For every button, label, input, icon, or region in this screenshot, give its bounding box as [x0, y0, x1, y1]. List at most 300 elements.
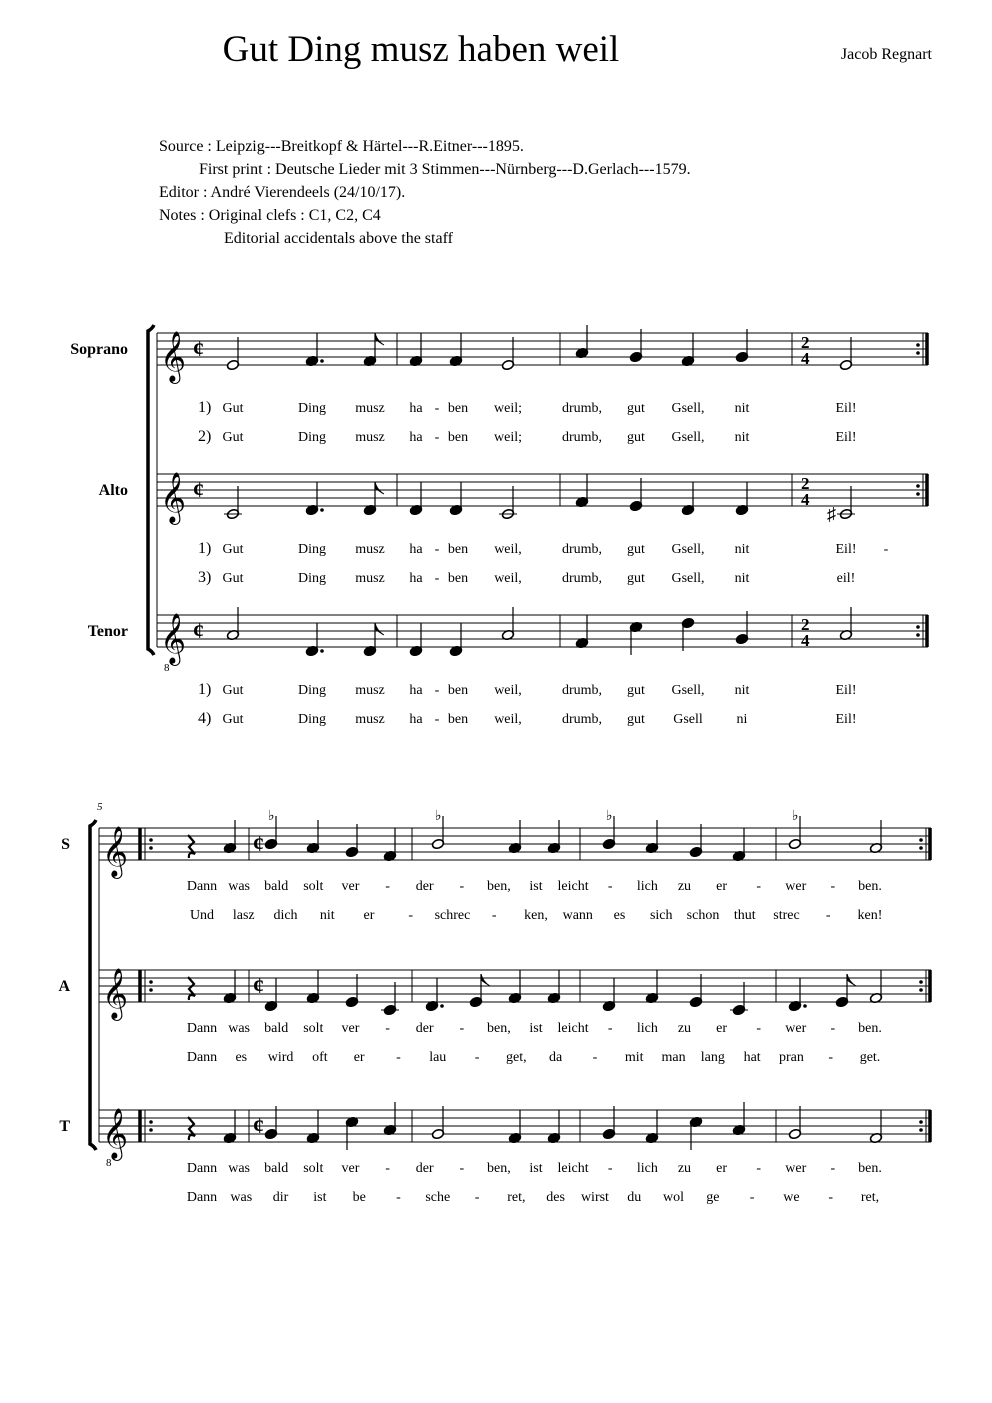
lyric-syllable: leicht: [557, 1021, 589, 1036]
lyric-syllable: -: [828, 1050, 834, 1065]
treble-clef-icon: 𝄞: [102, 1109, 129, 1158]
lyric-syllable: -: [825, 908, 831, 923]
note: [735, 329, 748, 363]
lyric-syllable: Und: [189, 908, 215, 923]
time-sig-numerator: 2: [801, 615, 810, 634]
lyric-syllable: lang: [700, 1050, 725, 1065]
lyric-syllable: dich: [273, 908, 298, 923]
common-time-signature: ¢: [193, 618, 204, 643]
lyric-syllable: gut: [627, 401, 645, 416]
lyric-syllable: ret,: [507, 1190, 526, 1205]
lyric-syllable: ben: [447, 542, 469, 557]
note: [449, 623, 462, 657]
lyric-syllable: weil;: [494, 430, 522, 445]
note: [306, 970, 319, 1004]
lyric-syllable: nit: [734, 401, 750, 416]
lyric-syllable: weil,: [494, 712, 522, 727]
octave-marker: 8: [164, 662, 170, 674]
lyric-syllable: gut: [627, 712, 645, 727]
lyric-syllable: -: [434, 571, 440, 586]
note: [226, 337, 239, 371]
repeat-dot: [149, 980, 153, 984]
note: [645, 820, 658, 854]
lyric-syllable: lasz: [232, 908, 255, 923]
lyric-syllable: solt: [303, 1021, 324, 1036]
lyric-syllable: wer: [785, 1161, 807, 1176]
note: [363, 333, 384, 367]
lyric-syllable: was: [228, 879, 251, 894]
quarter-rest: [188, 835, 195, 858]
lyric-syllable: -: [434, 401, 440, 416]
lyric-syllable: -: [883, 542, 889, 557]
repeat-dot: [149, 1120, 153, 1124]
lyric-syllable: ver: [341, 1021, 360, 1036]
lyric-syllable: dir: [272, 1190, 289, 1205]
note: [508, 820, 521, 854]
lyric-syllable: ben.: [858, 1021, 882, 1036]
lyric-syllable: drumb,: [561, 683, 603, 698]
editorial-flat: ♭: [606, 809, 613, 824]
lyric-syllable: man: [661, 1050, 686, 1065]
repeat-dot: [919, 846, 923, 850]
lyric-syllable: gut: [627, 430, 645, 445]
lyric-syllable: Gut: [222, 542, 244, 557]
time-sig-denominator: 4: [801, 631, 810, 650]
note: [735, 611, 748, 645]
note: [508, 1110, 521, 1144]
lyric-syllable: was: [228, 1161, 251, 1176]
repeat-dot: [919, 980, 923, 984]
note: [501, 337, 514, 371]
lyric-syllable: er: [716, 879, 728, 894]
lyric-syllable: ha: [409, 683, 423, 698]
note: [788, 1106, 801, 1140]
lyric-syllable: Eil!: [835, 401, 857, 416]
treble-clef-icon: 𝄞: [102, 969, 129, 1018]
lyric-syllable: Gut: [222, 712, 244, 727]
lyric-syllable: musz: [355, 571, 385, 586]
lyric-syllable: nit: [734, 542, 750, 557]
common-time-signature: ¢: [253, 973, 264, 998]
note: [425, 978, 443, 1012]
note: [575, 615, 588, 649]
note: [383, 1102, 396, 1136]
lyric-syllable: -: [408, 908, 414, 923]
note: [264, 978, 277, 1012]
time-sig-numerator: 2: [801, 474, 810, 493]
lyric-syllable: -: [828, 1190, 834, 1205]
note: [839, 337, 852, 371]
lyric-syllable: -: [592, 1050, 598, 1065]
lyric-syllable: hat: [743, 1050, 761, 1065]
note: [363, 482, 384, 516]
lyric-syllable: -: [607, 1161, 613, 1176]
lyric-syllable: ben: [447, 401, 469, 416]
lyric-syllable: -: [607, 879, 613, 894]
note: [345, 824, 358, 858]
editorial-flat: ♭: [268, 809, 275, 824]
lyric-syllable: gut: [627, 683, 645, 698]
editorial-flat: ♭: [435, 809, 442, 824]
note: [629, 621, 642, 655]
lyric-syllable: ben.: [858, 1161, 882, 1176]
note: [381, 982, 399, 1016]
lyric-syllable: Gsell,: [671, 401, 705, 416]
lyric-syllable: be: [352, 1190, 366, 1205]
lyric-syllable: bald: [264, 1021, 289, 1036]
note: [869, 820, 882, 854]
repeat-dot: [916, 625, 920, 629]
quarter-rest: [188, 1117, 195, 1140]
notes-line: Notes : Original clefs : C1, C2, C4: [159, 207, 381, 224]
note-dot: [803, 1004, 807, 1008]
note: [602, 978, 615, 1012]
lyric-syllable: zu: [677, 879, 692, 894]
lyric-syllable: ver: [341, 879, 360, 894]
lyric-syllable: nit: [319, 908, 335, 923]
lyric-syllable: -: [491, 908, 497, 923]
verse-number: 3): [198, 569, 212, 586]
verse-number: 2): [198, 428, 212, 445]
note: [735, 482, 748, 516]
note-flag: [375, 333, 384, 345]
lyric-syllable: nit: [734, 430, 750, 445]
lyric-syllable: ret,: [860, 1190, 880, 1205]
staff-label: Alto: [98, 482, 128, 499]
lyric-syllable: Gut: [222, 401, 244, 416]
lyric-syllable: -: [396, 1190, 401, 1205]
lyric-syllable: musz: [355, 401, 385, 416]
lyric-syllable: nit: [734, 571, 750, 586]
lyric-syllable: er: [716, 1161, 728, 1176]
lyric-syllable: strec: [773, 908, 800, 923]
note: [730, 982, 748, 1016]
note: [223, 970, 236, 1004]
lyric-syllable: ben: [447, 683, 469, 698]
lyric-syllable: Dann: [186, 1050, 218, 1065]
lyric-syllable: Eil!: [835, 430, 857, 445]
repeat-dot: [919, 1128, 923, 1132]
lyric-syllable: da: [549, 1050, 563, 1065]
lyric-syllable: ha: [409, 542, 423, 557]
lyric-syllable: lich: [636, 1161, 658, 1176]
lyric-syllable: lau: [429, 1050, 447, 1065]
note: [629, 329, 642, 363]
note: [869, 970, 882, 1004]
lyric-syllable: was: [230, 1190, 253, 1205]
lyric-syllable: Ding: [298, 430, 326, 445]
note: [383, 828, 396, 862]
note-dot: [320, 359, 324, 363]
quarter-rest: [188, 977, 195, 1000]
lyric-syllable: ha: [409, 401, 423, 416]
lyric-syllable: ben: [447, 712, 469, 727]
note: [839, 607, 852, 641]
note: [681, 333, 694, 367]
lyric-syllable: -: [385, 1161, 390, 1176]
note: [869, 1110, 882, 1144]
lyric-syllable: Eil!: [835, 683, 857, 698]
lyric-syllable: -: [756, 879, 762, 894]
lyric-syllable: -: [830, 1021, 836, 1036]
common-time-signature: ¢: [193, 477, 204, 502]
lyric-syllable: -: [474, 1050, 480, 1065]
lyric-syllable: des: [546, 1190, 565, 1205]
lyric-syllable: -: [434, 683, 440, 698]
lyric-syllable: Gut: [222, 571, 244, 586]
note: [681, 617, 694, 651]
note: [689, 1116, 702, 1150]
verse-number: 1): [198, 399, 212, 416]
lyric-syllable: ha: [409, 571, 423, 586]
note: [835, 974, 856, 1008]
treble-clef-icon: 𝄞: [102, 827, 129, 876]
lyric-syllable: bald: [264, 1161, 289, 1176]
lyric-syllable: schrec: [434, 908, 471, 923]
lyric-syllable: er: [363, 908, 375, 923]
lyric-syllable: -: [749, 1190, 755, 1205]
time-sig-denominator: 4: [801, 490, 810, 509]
note: [837, 486, 855, 520]
note: [345, 974, 358, 1008]
repeat-dot: [916, 633, 920, 637]
lyric-syllable: -: [607, 1021, 613, 1036]
note: [469, 974, 490, 1008]
lyric-syllable: wirst: [580, 1190, 609, 1205]
repeat-dot: [919, 838, 923, 842]
system-bracket: [90, 820, 96, 1150]
lyric-syllable: ist: [529, 1161, 543, 1176]
note: [305, 333, 323, 367]
note: [547, 970, 560, 1004]
note: [305, 482, 323, 516]
note: [547, 1110, 560, 1144]
lyric-syllable: wird: [267, 1050, 294, 1065]
repeat-dot: [919, 1120, 923, 1124]
lyric-syllable: weil;: [494, 401, 522, 416]
lyric-syllable: Ding: [298, 683, 326, 698]
octave-marker: 8: [106, 1157, 112, 1169]
lyric-syllable: wer: [785, 1021, 807, 1036]
editorial-flat: ♭: [792, 809, 799, 824]
common-time-signature: ¢: [253, 831, 264, 856]
note: [306, 820, 319, 854]
source-line: Source : Leipzig---Breitkopf & Härtel---R.Eitner---1895.: [159, 138, 524, 155]
lyric-syllable: -: [756, 1161, 762, 1176]
staff-label: Soprano: [70, 341, 128, 358]
note-dot: [320, 649, 324, 653]
lyric-syllable: Gsell,: [671, 430, 705, 445]
note: [449, 333, 462, 367]
lyric-syllable: nit: [734, 683, 750, 698]
lyric-syllable: Dann: [186, 879, 218, 894]
lyric-syllable: oft: [312, 1050, 328, 1065]
lyric-syllable: Dann: [186, 1161, 218, 1176]
note: [629, 478, 642, 512]
note: [575, 474, 588, 508]
lyric-syllable: zu: [677, 1021, 692, 1036]
repeat-dot: [916, 484, 920, 488]
lyric-syllable: lich: [636, 879, 658, 894]
repeat-dot: [149, 988, 153, 992]
lyric-syllable: -: [434, 542, 440, 557]
note: [345, 1116, 358, 1150]
lyric-syllable: ge: [706, 1190, 720, 1205]
lyric-syllable: solt: [303, 1161, 324, 1176]
staff-label: S: [61, 836, 70, 853]
lyric-syllable: Gut: [222, 430, 244, 445]
common-time-signature: ¢: [253, 1113, 264, 1138]
lyric-syllable: wann: [562, 908, 593, 923]
lyric-syllable: weil,: [494, 571, 522, 586]
lyric-syllable: ben,: [487, 1161, 511, 1176]
note-flag: [847, 974, 856, 986]
staff-label: T: [59, 1118, 70, 1135]
lyric-syllable: drumb,: [561, 571, 603, 586]
lyric-syllable: drumb,: [561, 712, 603, 727]
lyric-syllable: Gsell: [673, 712, 703, 727]
verse-number: 1): [198, 681, 212, 698]
lyric-syllable: du: [627, 1190, 642, 1205]
lyric-syllable: gut: [627, 542, 645, 557]
note-dot: [320, 508, 324, 512]
repeat-dot: [916, 343, 920, 347]
note: [224, 486, 242, 520]
note: [409, 623, 422, 657]
lyric-syllable: get,: [506, 1050, 527, 1065]
lyric-syllable: Ding: [298, 571, 326, 586]
lyric-syllable: -: [459, 879, 465, 894]
note: [508, 970, 521, 1004]
lyric-syllable: ver: [341, 1161, 360, 1176]
lyric-syllable: ha: [409, 430, 423, 445]
note-flag: [375, 623, 384, 635]
repeat-dot: [916, 351, 920, 355]
lyric-syllable: schon: [686, 908, 720, 923]
lyric-syllable: lich: [636, 1021, 658, 1036]
note: [223, 1110, 236, 1144]
lyric-syllable: -: [459, 1021, 465, 1036]
note: [305, 623, 323, 657]
lyric-syllable: es: [235, 1050, 248, 1065]
first-print-line: First print : Deutsche Lieder mit 3 Stimmen---Nürnberg---D.Gerlach---1579.: [199, 161, 691, 178]
lyric-syllable: er: [716, 1021, 728, 1036]
lyric-syllable: Gsell,: [671, 571, 705, 586]
repeat-dot: [149, 1128, 153, 1132]
note: [226, 607, 239, 641]
editor-line: Editor : André Vierendeels (24/10/17).: [159, 184, 406, 201]
sharp-sign: ♯: [827, 504, 836, 524]
note: [645, 970, 658, 1004]
note: [575, 325, 588, 359]
lyric-syllable: ben,: [487, 879, 511, 894]
lyric-syllable: weil,: [494, 683, 522, 698]
time-sig-numerator: 2: [801, 333, 810, 352]
lyric-syllable: gut: [627, 571, 645, 586]
page-title: Gut Ding musz haben weil: [222, 29, 620, 70]
lyric-syllable: sche: [425, 1190, 451, 1205]
note: [409, 482, 422, 516]
lyric-syllable: get.: [859, 1050, 881, 1065]
staff-label: A: [58, 978, 70, 995]
lyric-syllable: Eil!: [835, 712, 857, 727]
lyric-syllable: -: [830, 879, 836, 894]
composer-name: Jacob Regnart: [840, 46, 932, 63]
verse-number: 1): [198, 540, 212, 557]
lyric-syllable: -: [434, 430, 440, 445]
lyric-syllable: Gsell,: [671, 683, 705, 698]
note-flag: [375, 482, 384, 494]
repeat-dot: [919, 988, 923, 992]
treble-clef-icon: 𝄞: [160, 614, 187, 663]
staff-label: Tenor: [87, 623, 128, 640]
note: [681, 482, 694, 516]
lyric-syllable: der: [415, 1021, 434, 1036]
lyric-syllable: -: [830, 1161, 836, 1176]
lyric-syllable: ken!: [857, 908, 883, 923]
lyric-syllable: Gut: [222, 683, 244, 698]
lyric-syllable: zu: [677, 1161, 692, 1176]
note: [689, 824, 702, 858]
lyric-syllable: leicht: [557, 1161, 589, 1176]
lyric-syllable: -: [396, 1050, 401, 1065]
note: [547, 820, 560, 854]
lyric-syllable: ben: [447, 430, 469, 445]
notes-accidentals-line: Editorial accidentals above the staff: [224, 230, 453, 247]
lyric-syllable: Ding: [298, 542, 326, 557]
lyric-syllable: musz: [355, 683, 385, 698]
lyric-syllable: ben.: [858, 879, 882, 894]
note: [363, 623, 384, 657]
lyric-syllable: Dann: [186, 1021, 218, 1036]
lyric-syllable: Eil!: [835, 542, 857, 557]
lyric-syllable: eil!: [836, 571, 856, 586]
time-sig-denominator: 4: [801, 349, 810, 368]
measure-number: 5: [97, 801, 103, 813]
lyric-syllable: thut: [733, 908, 756, 923]
lyric-syllable: ken,: [524, 908, 548, 923]
lyric-syllable: -: [385, 879, 390, 894]
note: [409, 333, 422, 367]
note: [264, 1106, 277, 1140]
lyric-syllable: er: [353, 1050, 365, 1065]
note: [499, 486, 517, 520]
lyric-syllable: Dann: [186, 1190, 218, 1205]
note: [602, 1106, 615, 1140]
repeat-dot: [916, 492, 920, 496]
lyric-syllable: solt: [303, 879, 324, 894]
note: [501, 607, 514, 641]
lyric-syllable: -: [434, 712, 440, 727]
lyric-syllable: es: [613, 908, 626, 923]
lyric-syllable: ist: [529, 1021, 543, 1036]
lyric-syllable: was: [228, 1021, 251, 1036]
lyric-syllable: drumb,: [561, 430, 603, 445]
lyric-syllable: musz: [355, 430, 385, 445]
lyric-syllable: bald: [264, 879, 289, 894]
lyric-syllable: ist: [313, 1190, 327, 1205]
common-time-signature: ¢: [193, 336, 204, 361]
lyric-syllable: ha: [409, 712, 423, 727]
note: [788, 978, 806, 1012]
note-dot: [440, 1004, 444, 1008]
treble-clef-icon: 𝄞: [160, 332, 187, 381]
lyric-syllable: -: [756, 1021, 762, 1036]
treble-clef-icon: 𝄞: [160, 473, 187, 522]
lyric-syllable: musz: [355, 542, 385, 557]
lyric-syllable: mit: [624, 1050, 644, 1065]
note: [306, 1110, 319, 1144]
